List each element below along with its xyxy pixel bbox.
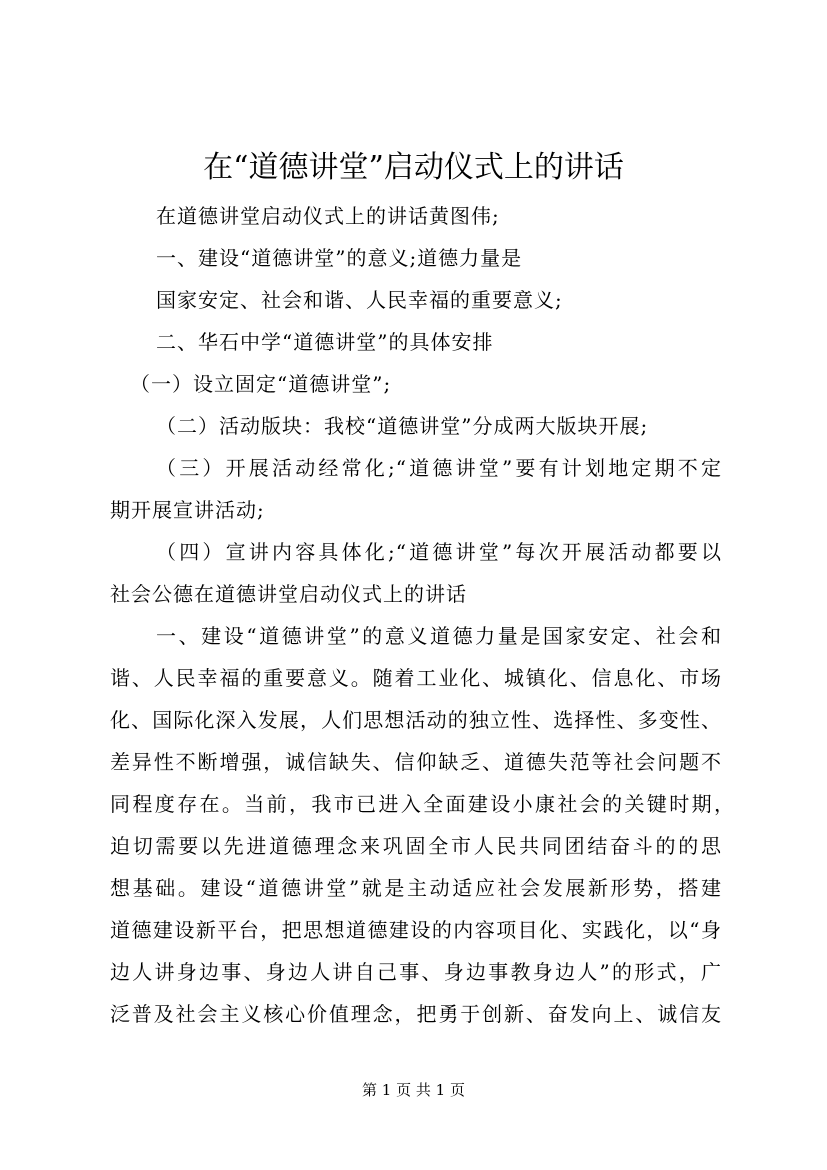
page-footer: 第 1 页 共 1 页 — [362, 1081, 465, 1099]
document-title: 在“道德讲堂”启动仪式上的讲话 — [203, 150, 624, 185]
text-line: 边人讲身边事、身边人讲自己事、身边事教身边人”的形式，广 — [110, 960, 722, 984]
text-line: 一、建设“道德讲堂”的意义;道德力量是 — [156, 246, 523, 270]
text-line: 期开展宣讲活动; — [110, 498, 265, 522]
text-line: 一、建设“道德讲堂”的意义道德力量是国家安定、社会和 — [156, 624, 722, 648]
text-line: （四）宣讲内容具体化;“道德讲堂”每次开展活动都要以 — [156, 540, 722, 564]
text-line: （三）开展活动经常化;“道德讲堂”要有计划地定期不定 — [156, 456, 722, 480]
text-line: 国家安定、社会和谐、人民幸福的重要意义; — [156, 288, 563, 312]
text-line: 差异性不断增强，诚信缺失、信仰缺乏、道德失范等社会问题不 — [110, 750, 722, 774]
text-line: 同程度存在。当前，我市已进入全面建设小康社会的关键时期， — [110, 792, 735, 816]
text-line: （一）设立固定“道德讲堂”; — [130, 372, 392, 396]
text-line: 化、国际化深入发展，人们思想活动的独立性、选择性、多变性、 — [110, 708, 722, 732]
text-line: 社会公德在道德讲堂启动仪式上的讲话 — [110, 582, 467, 606]
text-line: 迫切需要以先进道德理念来巩固全市人民共同团结奋斗的的思 — [110, 834, 722, 858]
text-line: 谐、人民幸福的重要意义。随着工业化、城镇化、信息化、市场 — [110, 666, 722, 690]
text-line: 道德建设新平台，把思想道德建设的内容项目化、实践化，以“身 — [110, 918, 722, 942]
text-line: 想基础。建设“道德讲堂”就是主动适应社会发展新形势，搭建 — [110, 876, 722, 900]
text-line: 二、华石中学“道德讲堂”的具体安排 — [156, 330, 494, 354]
text-line: 在道德讲堂启动仪式上的讲话黄图伟; — [156, 204, 500, 228]
text-line: 泛普及社会主义核心价值理念，把勇于创新、奋发向上、诚信友 — [110, 1002, 722, 1026]
text-line: （二）活动版块：我校“道德讲堂”分成两大版块开展; — [156, 414, 649, 438]
